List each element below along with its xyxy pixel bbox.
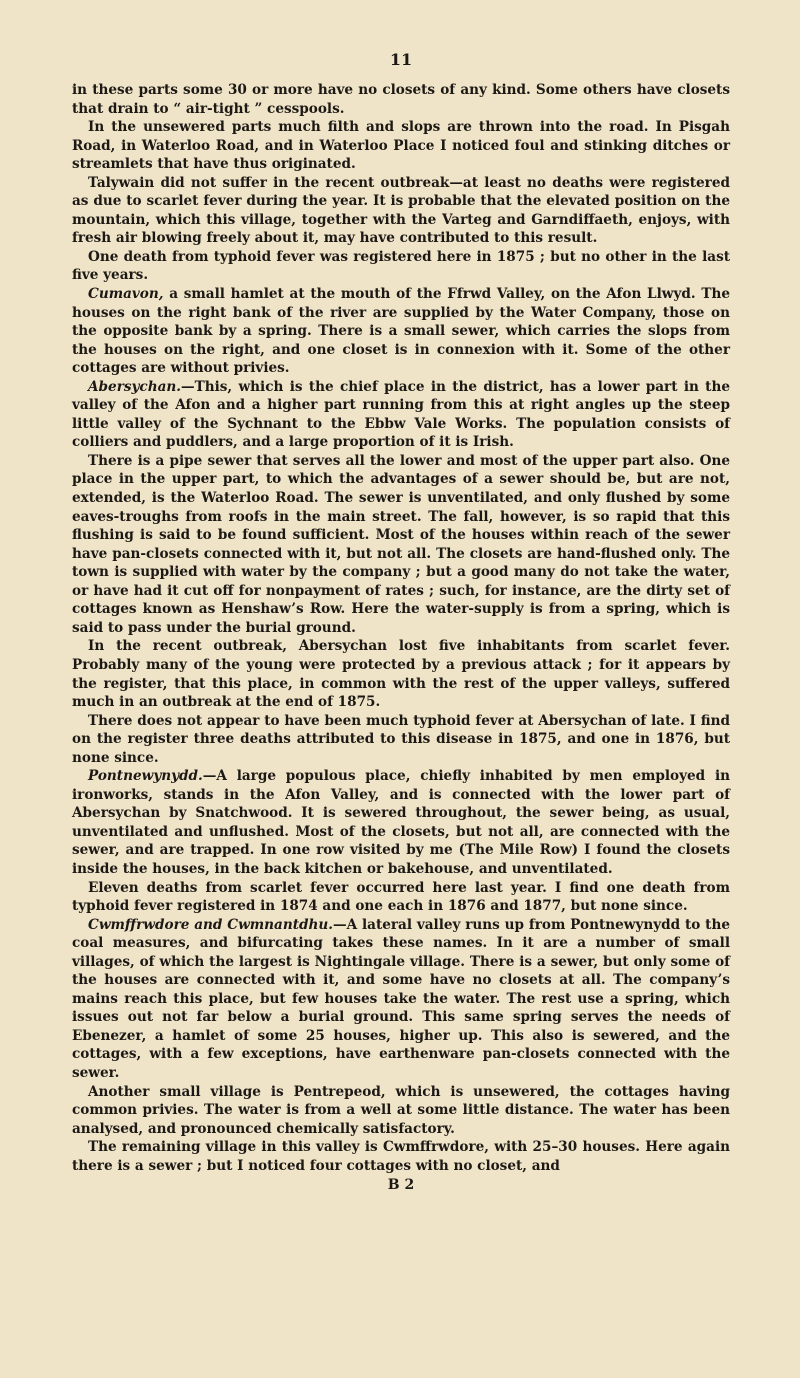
paragraph: Eleven deaths from scarlet fever occurred here last year. I find one death from typhoid fever registered in 1874 and one each in 1876 and 1877, but none since.	[72, 879, 730, 915]
paragraph: Abersychan.—This, which is the chief place in the district, has a lower part in the valley of the Afon and a higher part running from this at right angles up the steep little valley of the Sychnant to the Ebbw Vale Works. The population consists of colliers and puddlers, and a large proportion of it is Irish.	[72, 378, 730, 451]
paragraph: Cumavon, a small hamlet at the mouth of the Ffrwd Valley, on the Afon Llwyd. The houses on the right bank of the river are supplied by the Water Company, those on the opposite bank by a spring. There is a small sewer, which carries the slops from the houses on the right, and one closet is in connexion with it. Some of the other cottages are without privies.	[72, 286, 730, 377]
paragraph: In the unsewered parts much filth and slops are thrown into the road. In Pisgah Road, in Waterloo Road, and in Waterloo Place I noticed foul and stinking ditches or streamlets that have thus originated.	[72, 119, 730, 173]
page-number: 11	[389, 50, 413, 69]
paragraph: In the recent outbreak, Abersychan lost five inhabitants from scarlet fever. Probably many of the young were protected by a previous attack ; for it appears by the register, that this place, in common with the rest of the upper valleys, suffered much in an outbreak at the end of 1875.	[72, 638, 730, 711]
paragraph: There does not appear to have been much typhoid fever at Abersychan of late. I find on the register three deaths attributed to this disease in 1875, and one in 1876, but none since.	[72, 712, 730, 766]
paragraph: Another small village is Pentrepeod, which is unsewered, the cottages having common privies. The water is from a well at some little distance. The water has been analysed, and pronounced chemically satisfactory.	[72, 1083, 730, 1137]
paragraph: Talywain did not suffer in the recent outbreak—at least no deaths were registered as due to scarlet fever during the year. It is probable that the elevated position on the mountain, which this village, together with the Varteg and Garndiffaeth, enjoys, with fresh air blowing freely about it, may have contributed to this result.	[72, 174, 730, 247]
paragraph: Pontnewynydd.—A large populous place, chiefly inhabited by men employed in ironworks, stands in the Afon Valley, and is connected with the lower part of Abersychan by Snatchwood. It is sewered throughout, the sewer being, as usual, unventilated and unflushed. Most of the closets, but not all, are connected with the sewer, and are trapped. In one row visited by me (The Mile Row) I found the closets inside the houses, in the back kitchen or bakehouse, and unventilated.	[72, 768, 730, 877]
paragraph: Cwmffrwdore and Cwmnantdhu.—A lateral valley runs up from Pontnewynydd to the coal measures, and bifurcating takes these names. In it are a number of small villages, of which the largest is Nightingale village. There is a sewer, but only some of the houses are connected with it, and some have no closets at all. The company’s mains reach this place, but few houses take the water. The rest use a spring, which issues out not far below a burial ground. This same spring serves the needs of Ebenezer, a hamlet of some 25 houses, higher up. This also is sewered, and the cottages, with a few exceptions, have earthenware pan-closets connected with the sewer.	[72, 916, 730, 1081]
place-name: Abersychan.	[88, 378, 181, 395]
paragraph: The remaining village in this valley is Cwmffrwdore, with 25–30 houses. Here again there is a sewer ; but I noticed four cottages with no closet, and	[72, 1139, 730, 1174]
paragraph: in these parts some 30 or more have no closets of any kind. Some others have closets that drain to “ air-tight ” cesspools.	[72, 82, 730, 117]
signature-mark: B 2	[387, 1177, 415, 1194]
paragraph: One death from typhoid fever was registered here in 1875 ; but no other in the last five years.	[72, 248, 730, 284]
place-name: Cumavon,	[88, 286, 164, 303]
paragraph: There is a pipe sewer that serves all the lower and most of the upper part also. One place in the upper part, to which the advantages of a sewer should be, but are not, extended, is the Waterloo Road. The sewer is unventilated, and only flushed by some eaves-troughs from roofs in the main street. The fall, however, is so rapid that this flushing is said to be found sufficient. Most of the houses within reach of the sewer have pan-closets connected with it, but not all. The closets are hand-flushed only. The town is supplied with water by the company ; but a good many do not take the water, or have had it cut off for nonpayment of rates ; such, for instance, are the dirty set of cottages known as Henshaw’s Row. Here the water-supply is from a spring, which is said to pass under the burial ground.	[72, 452, 730, 636]
place-name: Cwmffrwdore and Cwmnantdhu.	[88, 916, 334, 933]
body-text	[72, 81, 730, 1175]
place-name: Pontnewynydd.	[88, 768, 203, 785]
